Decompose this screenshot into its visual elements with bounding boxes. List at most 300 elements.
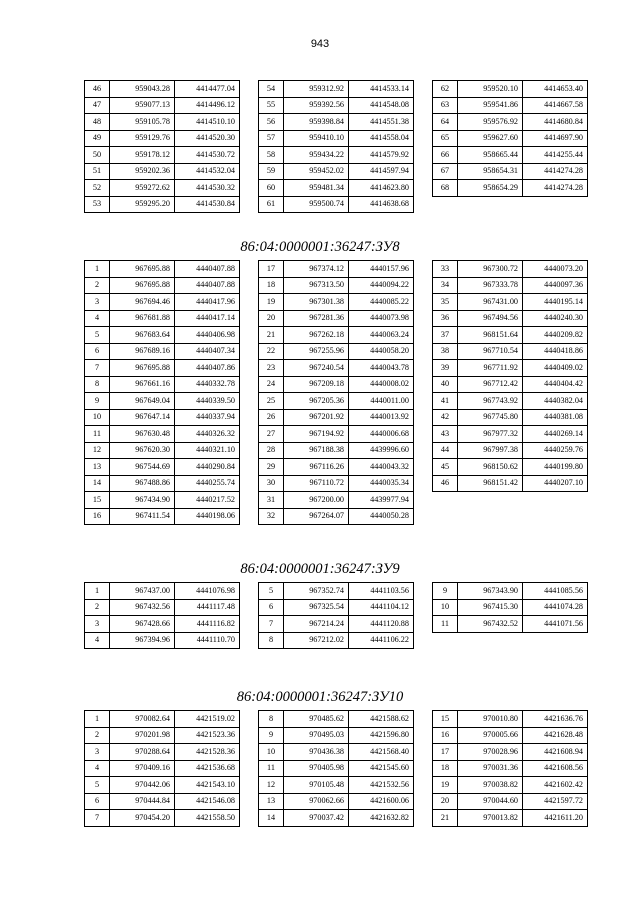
y-coordinate: 4441104.12 [349, 599, 414, 616]
x-coordinate: 959178.12 [110, 147, 175, 164]
table-row [259, 196, 414, 213]
y-coordinate: 4440290.84 [175, 459, 240, 476]
x-coordinate: 967711.92 [458, 360, 523, 377]
y-coordinate: 4421532.56 [349, 777, 414, 794]
point-number: 56 [259, 114, 284, 131]
y-coordinate: 4421519.02 [175, 711, 240, 728]
point-number: 14 [85, 475, 110, 492]
y-coordinate: 4440058.20 [349, 343, 414, 360]
x-coordinate: 959105.78 [110, 114, 175, 131]
point-number: 22 [259, 343, 284, 360]
y-coordinate: 4414274.28 [523, 180, 588, 197]
table-row [433, 744, 588, 761]
y-coordinate: 4440269.14 [523, 426, 588, 443]
x-coordinate: 967710.54 [458, 343, 523, 360]
point-number: 18 [259, 277, 284, 294]
table-row [433, 360, 588, 377]
y-coordinate: 4440332.78 [175, 376, 240, 393]
x-coordinate: 970044.60 [458, 793, 523, 810]
table-row [85, 343, 240, 360]
y-coordinate: 4421611.20 [523, 810, 588, 827]
point-number: 6 [85, 793, 110, 810]
x-coordinate: 970436.38 [284, 744, 349, 761]
point-number: 48 [85, 114, 110, 131]
table-row [433, 294, 588, 311]
table-row [259, 261, 414, 278]
table-row [85, 196, 240, 213]
table-row [85, 616, 240, 633]
table-row [259, 277, 414, 294]
table-row [433, 616, 588, 633]
y-coordinate: 4440035.34 [349, 475, 414, 492]
y-coordinate: 4421543.10 [175, 777, 240, 794]
point-number: 16 [433, 727, 458, 744]
y-coordinate: 4441074.28 [523, 599, 588, 616]
table-row [85, 793, 240, 810]
table-row [433, 376, 588, 393]
x-coordinate: 959077.13 [110, 97, 175, 114]
coordinates-table [258, 260, 414, 525]
y-coordinate: 4440255.74 [175, 475, 240, 492]
x-coordinate: 967116.26 [284, 459, 349, 476]
table-row [85, 727, 240, 744]
y-coordinate: 4440085.22 [349, 294, 414, 311]
x-coordinate: 970005.66 [458, 727, 523, 744]
point-number: 29 [259, 459, 284, 476]
x-coordinate: 958654.29 [458, 180, 523, 197]
y-coordinate: 4440063.24 [349, 327, 414, 344]
x-coordinate: 967212.02 [284, 632, 349, 649]
x-coordinate: 967110.72 [284, 475, 349, 492]
point-number: 39 [433, 360, 458, 377]
y-coordinate: 4440043.78 [349, 360, 414, 377]
y-coordinate: 4421545.60 [349, 760, 414, 777]
point-number: 9 [433, 583, 458, 600]
table-row [85, 130, 240, 147]
table-row [433, 163, 588, 180]
y-coordinate: 4440198.06 [175, 508, 240, 525]
x-coordinate: 967415.30 [458, 599, 523, 616]
point-number: 46 [433, 475, 458, 492]
point-number: 10 [259, 744, 284, 761]
y-coordinate: 4440321.10 [175, 442, 240, 459]
point-number: 65 [433, 130, 458, 147]
table-row [85, 599, 240, 616]
y-coordinate: 4440013.92 [349, 409, 414, 426]
x-coordinate: 959043.28 [110, 81, 175, 98]
point-number: 20 [433, 793, 458, 810]
x-coordinate: 967745.80 [458, 409, 523, 426]
table-row [259, 475, 414, 492]
y-coordinate: 4440207.10 [523, 475, 588, 492]
table-row [85, 583, 240, 600]
point-number: 60 [259, 180, 284, 197]
x-coordinate: 959312.92 [284, 81, 349, 98]
point-number: 6 [259, 599, 284, 616]
point-number: 3 [85, 744, 110, 761]
table-row [85, 508, 240, 525]
point-number: 13 [85, 459, 110, 476]
x-coordinate: 967689.16 [110, 343, 175, 360]
y-coordinate: 4440418.86 [523, 343, 588, 360]
point-number: 7 [85, 360, 110, 377]
y-coordinate: 4440326.32 [175, 426, 240, 443]
point-number: 44 [433, 442, 458, 459]
x-coordinate: 958665.44 [458, 147, 523, 164]
x-coordinate: 959500.74 [284, 196, 349, 213]
point-number: 40 [433, 376, 458, 393]
coordinates-table [84, 582, 240, 649]
x-coordinate: 967544.69 [110, 459, 175, 476]
x-coordinate: 967683.64 [110, 327, 175, 344]
table-row [433, 147, 588, 164]
table-row [259, 163, 414, 180]
x-coordinate: 967630.48 [110, 426, 175, 443]
y-coordinate: 4414274.28 [523, 163, 588, 180]
x-coordinate: 967300.72 [458, 261, 523, 278]
x-coordinate: 970010.80 [458, 711, 523, 728]
point-number: 21 [433, 810, 458, 827]
y-coordinate: 4440407.86 [175, 360, 240, 377]
table-row [85, 711, 240, 728]
table-row [259, 793, 414, 810]
table-row [433, 130, 588, 147]
point-number: 64 [433, 114, 458, 131]
table-row [85, 327, 240, 344]
table-row [85, 294, 240, 311]
y-coordinate: 4440259.76 [523, 442, 588, 459]
table-row [259, 360, 414, 377]
y-coordinate: 4440195.14 [523, 294, 588, 311]
x-coordinate: 959520.10 [458, 81, 523, 98]
point-number: 4 [85, 632, 110, 649]
x-coordinate: 970082.64 [110, 711, 175, 728]
table-row [259, 343, 414, 360]
point-number: 23 [259, 360, 284, 377]
point-number: 20 [259, 310, 284, 327]
table-row [433, 442, 588, 459]
table-row [433, 409, 588, 426]
table-row [85, 442, 240, 459]
table-row [433, 343, 588, 360]
x-coordinate: 959541.86 [458, 97, 523, 114]
coordinates-table [258, 710, 414, 827]
point-number: 5 [85, 327, 110, 344]
y-coordinate: 4414597.94 [349, 163, 414, 180]
table-row [85, 810, 240, 827]
table-row [259, 376, 414, 393]
table-row [433, 81, 588, 98]
x-coordinate: 967411.54 [110, 508, 175, 525]
table-row [259, 409, 414, 426]
table-row [433, 180, 588, 197]
y-coordinate: 4414477.04 [175, 81, 240, 98]
x-coordinate: 967695.88 [110, 277, 175, 294]
x-coordinate: 970201.98 [110, 727, 175, 744]
point-number: 35 [433, 294, 458, 311]
x-coordinate: 967264.07 [284, 508, 349, 525]
page-number: 943 [310, 38, 330, 50]
y-coordinate: 4421546.08 [175, 793, 240, 810]
x-coordinate: 967205.36 [284, 393, 349, 410]
x-coordinate: 967394.96 [110, 632, 175, 649]
x-coordinate: 967432.52 [458, 616, 523, 633]
point-number: 53 [85, 196, 110, 213]
point-number: 18 [433, 760, 458, 777]
point-number: 10 [433, 599, 458, 616]
x-coordinate: 959627.60 [458, 130, 523, 147]
table-row [259, 810, 414, 827]
y-coordinate: 4414510.10 [175, 114, 240, 131]
x-coordinate: 967620.30 [110, 442, 175, 459]
table-row [85, 180, 240, 197]
point-number: 54 [259, 81, 284, 98]
x-coordinate: 967333.78 [458, 277, 523, 294]
table-row [433, 711, 588, 728]
table-row [85, 409, 240, 426]
point-number: 12 [259, 777, 284, 794]
table-row [433, 310, 588, 327]
coordinates-table [84, 710, 240, 827]
point-number: 11 [85, 426, 110, 443]
x-coordinate: 967431.00 [458, 294, 523, 311]
y-coordinate: 4440337.94 [175, 409, 240, 426]
table-row [433, 97, 588, 114]
table-row [85, 744, 240, 761]
x-coordinate: 959272.62 [110, 180, 175, 197]
point-number: 45 [433, 459, 458, 476]
table-row [259, 426, 414, 443]
table-row [259, 599, 414, 616]
y-coordinate: 4421628.48 [523, 727, 588, 744]
point-number: 8 [259, 632, 284, 649]
table-row [85, 393, 240, 410]
x-coordinate: 967281.36 [284, 310, 349, 327]
table-row [259, 130, 414, 147]
table-row [85, 261, 240, 278]
point-number: 11 [259, 760, 284, 777]
point-number: 1 [85, 711, 110, 728]
point-number: 4 [85, 760, 110, 777]
y-coordinate: 4441106.22 [349, 632, 414, 649]
point-number: 2 [85, 599, 110, 616]
point-number: 62 [433, 81, 458, 98]
section-title: 86:04:0000001:36247:ЗУ10 [236, 689, 404, 705]
x-coordinate: 967262.18 [284, 327, 349, 344]
coordinates-table [84, 260, 240, 525]
point-number: 12 [85, 442, 110, 459]
x-coordinate: 967743.92 [458, 393, 523, 410]
y-coordinate: 4414255.44 [523, 147, 588, 164]
x-coordinate: 970038.82 [458, 777, 523, 794]
x-coordinate: 970062.66 [284, 793, 349, 810]
point-number: 33 [433, 261, 458, 278]
table-row [259, 114, 414, 131]
table-row [259, 727, 414, 744]
x-coordinate: 967188.38 [284, 442, 349, 459]
table-row [85, 310, 240, 327]
y-coordinate: 4440008.02 [349, 376, 414, 393]
y-coordinate: 4421602.42 [523, 777, 588, 794]
point-number: 7 [259, 616, 284, 633]
x-coordinate: 967428.66 [110, 616, 175, 633]
table-row [259, 459, 414, 476]
x-coordinate: 967437.00 [110, 583, 175, 600]
x-coordinate: 967432.56 [110, 599, 175, 616]
table-row [433, 793, 588, 810]
point-number: 19 [433, 777, 458, 794]
y-coordinate: 4414653.40 [523, 81, 588, 98]
y-coordinate: 4441071.56 [523, 616, 588, 633]
y-coordinate: 4414680.84 [523, 114, 588, 131]
section-title: 86:04:0000001:36247:ЗУ9 [240, 561, 400, 577]
point-number: 19 [259, 294, 284, 311]
point-number: 9 [85, 393, 110, 410]
y-coordinate: 4421600.06 [349, 793, 414, 810]
table-row [433, 261, 588, 278]
table-row [433, 327, 588, 344]
point-number: 14 [259, 810, 284, 827]
y-coordinate: 4440209.82 [523, 327, 588, 344]
table-row [85, 632, 240, 649]
x-coordinate: 967681.88 [110, 310, 175, 327]
x-coordinate: 967712.42 [458, 376, 523, 393]
table-row [259, 327, 414, 344]
x-coordinate: 967240.54 [284, 360, 349, 377]
point-number: 17 [259, 261, 284, 278]
table-row [85, 459, 240, 476]
table-row [85, 277, 240, 294]
x-coordinate: 968151.42 [458, 475, 523, 492]
y-coordinate: 4414532.04 [175, 163, 240, 180]
point-number: 10 [85, 409, 110, 426]
table-row [259, 294, 414, 311]
y-coordinate: 4414548.08 [349, 97, 414, 114]
x-coordinate: 967201.92 [284, 409, 349, 426]
table-row [85, 492, 240, 509]
y-coordinate: 4414667.58 [523, 97, 588, 114]
section-title: 86:04:0000001:36247:ЗУ8 [240, 239, 400, 255]
x-coordinate: 967325.54 [284, 599, 349, 616]
table-row [259, 583, 414, 600]
x-coordinate: 959434.22 [284, 147, 349, 164]
point-number: 5 [85, 777, 110, 794]
x-coordinate: 967374.12 [284, 261, 349, 278]
point-number: 28 [259, 442, 284, 459]
x-coordinate: 970037.42 [284, 810, 349, 827]
y-coordinate: 4440073.20 [523, 261, 588, 278]
table-row [433, 459, 588, 476]
point-number: 59 [259, 163, 284, 180]
point-number: 2 [85, 277, 110, 294]
point-number: 3 [85, 294, 110, 311]
x-coordinate: 967343.90 [458, 583, 523, 600]
y-coordinate: 4414530.32 [175, 180, 240, 197]
y-coordinate: 4421523.36 [175, 727, 240, 744]
point-number: 26 [259, 409, 284, 426]
table-row [259, 393, 414, 410]
y-coordinate: 4440097.36 [523, 277, 588, 294]
y-coordinate: 4440382.04 [523, 393, 588, 410]
x-coordinate: 967695.88 [110, 360, 175, 377]
x-coordinate: 967194.92 [284, 426, 349, 443]
y-coordinate: 4441076.98 [175, 583, 240, 600]
table-row [433, 727, 588, 744]
x-coordinate: 970031.36 [458, 760, 523, 777]
point-number: 1 [85, 261, 110, 278]
point-number: 5 [259, 583, 284, 600]
coordinates-table [258, 80, 414, 213]
y-coordinate: 4440381.08 [523, 409, 588, 426]
table-row [433, 426, 588, 443]
x-coordinate: 959295.20 [110, 196, 175, 213]
point-number: 15 [433, 711, 458, 728]
y-coordinate: 4440339.50 [175, 393, 240, 410]
point-number: 36 [433, 310, 458, 327]
point-number: 16 [85, 508, 110, 525]
y-coordinate: 4440043.32 [349, 459, 414, 476]
x-coordinate: 967214.24 [284, 616, 349, 633]
table-row [85, 114, 240, 131]
point-number: 46 [85, 81, 110, 98]
x-coordinate: 959452.02 [284, 163, 349, 180]
y-coordinate: 4421597.72 [523, 793, 588, 810]
point-number: 37 [433, 327, 458, 344]
table-row [85, 147, 240, 164]
table-row [259, 777, 414, 794]
point-number: 8 [85, 376, 110, 393]
y-coordinate: 4439977.94 [349, 492, 414, 509]
y-coordinate: 4421588.62 [349, 711, 414, 728]
x-coordinate: 968150.62 [458, 459, 523, 476]
x-coordinate: 959392.56 [284, 97, 349, 114]
table-row [433, 599, 588, 616]
y-coordinate: 4440011.00 [349, 393, 414, 410]
x-coordinate: 970495.03 [284, 727, 349, 744]
table-row [433, 475, 588, 492]
point-number: 61 [259, 196, 284, 213]
point-number: 63 [433, 97, 458, 114]
x-coordinate: 970485.62 [284, 711, 349, 728]
y-coordinate: 4441110.70 [175, 632, 240, 649]
x-coordinate: 967647.14 [110, 409, 175, 426]
y-coordinate: 4414520.30 [175, 130, 240, 147]
x-coordinate: 970288.64 [110, 744, 175, 761]
x-coordinate: 970409.16 [110, 760, 175, 777]
x-coordinate: 967255.96 [284, 343, 349, 360]
y-coordinate: 4414551.38 [349, 114, 414, 131]
table-row [259, 81, 414, 98]
y-coordinate: 4440406.98 [175, 327, 240, 344]
y-coordinate: 4441116.82 [175, 616, 240, 633]
x-coordinate: 967209.18 [284, 376, 349, 393]
point-number: 50 [85, 147, 110, 164]
x-coordinate: 967313.50 [284, 277, 349, 294]
table-row [259, 744, 414, 761]
table-row [259, 310, 414, 327]
y-coordinate: 4440407.88 [175, 277, 240, 294]
point-number: 7 [85, 810, 110, 827]
point-number: 58 [259, 147, 284, 164]
x-coordinate: 959398.84 [284, 114, 349, 131]
point-number: 6 [85, 343, 110, 360]
table-row [85, 777, 240, 794]
table-row [259, 508, 414, 525]
table-row [259, 442, 414, 459]
coordinates-table [432, 260, 588, 492]
x-coordinate: 967694.46 [110, 294, 175, 311]
x-coordinate: 967977.32 [458, 426, 523, 443]
